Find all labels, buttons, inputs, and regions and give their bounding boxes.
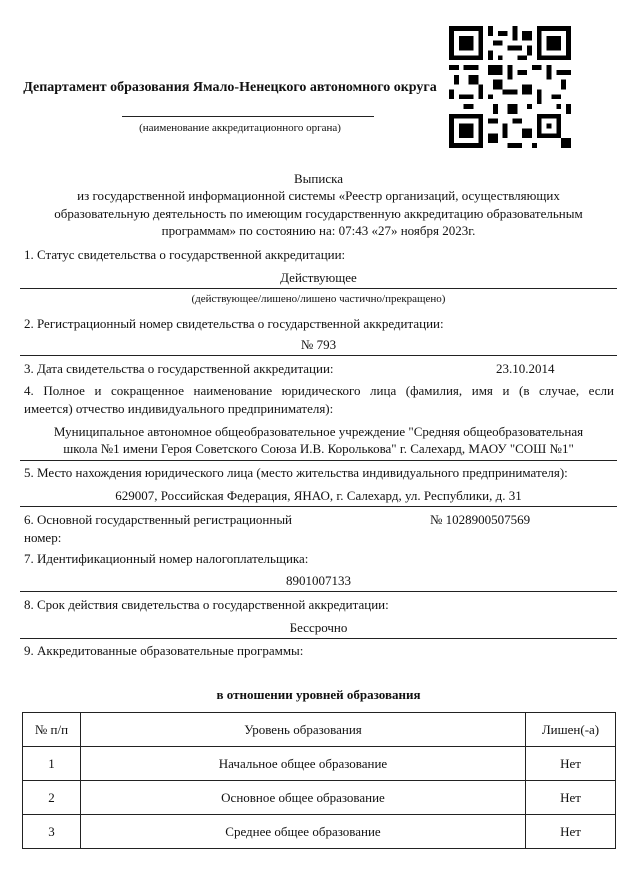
address-underline [20, 506, 617, 507]
status-value: Действующее [280, 270, 357, 285]
ogrn-value: № 1028900507569 [430, 512, 531, 527]
organ-name: Департамент образования Ямало-Ненецкого автономного округа [23, 80, 437, 95]
address-value: 629007, Российская Федерация, ЯНАО, г. Салехард, ул. Республики, д. 31 [115, 488, 522, 503]
row-num: 3 [23, 815, 81, 849]
term-label: 8. Срок действия свидетельства о государственной аккредитации: [24, 597, 389, 612]
table-header-row [23, 713, 616, 747]
status-underline [20, 288, 617, 289]
row-level: Среднее общее образование [81, 815, 526, 849]
row-deprived: Нет [526, 781, 616, 815]
inn-label: 7. Идентификационный номер налогоплательщика: [24, 551, 309, 566]
header-num: № п/п [23, 713, 81, 747]
date-value: 23.10.2014 [496, 361, 555, 376]
qr-code-icon [449, 26, 571, 148]
name-label-2: имеется) отчество индивидуального предпринимателя): [24, 401, 334, 416]
table-row [23, 781, 616, 815]
extract-line-1: из государственной информационной системы «Реестр организаций, осуществляющих [77, 188, 560, 203]
name-value-1: Муниципальное автономное общеобразовательное учреждение "Средняя общеобразовательная [53, 424, 584, 439]
row-num: 1 [23, 747, 81, 781]
organ-name-underline [122, 116, 374, 117]
row-deprived: Нет [526, 815, 616, 849]
header-deprived: Лишен(-а) [526, 713, 616, 747]
status-label: 1. Статус свидетельства о государственной аккредитации: [24, 247, 346, 262]
address-label: 5. Место нахождения юридического лица (место жительства индивидуального предпринимателя): [24, 465, 568, 480]
reg-underline [20, 355, 617, 356]
reg-value: № 793 [300, 337, 337, 352]
table-row [23, 815, 616, 849]
term-underline [20, 638, 617, 639]
extract-heading: Выписка [294, 171, 343, 186]
term-value: Бессрочно [289, 620, 348, 635]
levels-subtitle: в отношении уровней образования [216, 687, 421, 702]
ogrn-label-1: 6. Основной государственный регистрационный [24, 512, 293, 527]
row-level: Начальное общее образование [81, 747, 526, 781]
programs-label: 9. Аккредитованные образовательные программы: [24, 643, 304, 658]
name-label-1: 4. Полное и сокращенное наименование юридического лица (фамилия, имя и (в случае, если [24, 383, 614, 398]
extract-line-2: образовательную деятельность по имеющим государственную аккредитацию образовательным [54, 206, 583, 221]
name-value-2: школа №1 имени Героя Советского Союза И.В. Королькова" г. Салехард, МАОУ "СОШ №1" [63, 441, 574, 456]
inn-value: 8901007133 [286, 573, 351, 588]
date-label: 3. Дата свидетельства о государственной аккредитации: [24, 361, 334, 376]
levels-table [22, 712, 616, 849]
name-underline [20, 460, 617, 461]
row-level: Основное общее образование [81, 781, 526, 815]
status-caption: (действующее/лишено/лишено частично/прекращено) [191, 293, 446, 305]
reg-label: 2. Регистрационный номер свидетельства о государственной аккредитации: [24, 316, 444, 331]
table-row [23, 747, 616, 781]
inn-underline [20, 591, 617, 592]
extract-line-3: программам» по состоянию на: 07:43 «27» ноября 2023г. [161, 223, 476, 238]
row-deprived: Нет [526, 747, 616, 781]
row-num: 2 [23, 781, 81, 815]
header-level: Уровень образования [81, 713, 526, 747]
organ-caption: (наименование аккредитационного органа) [139, 122, 341, 134]
ogrn-label-2: номер: [24, 530, 62, 545]
